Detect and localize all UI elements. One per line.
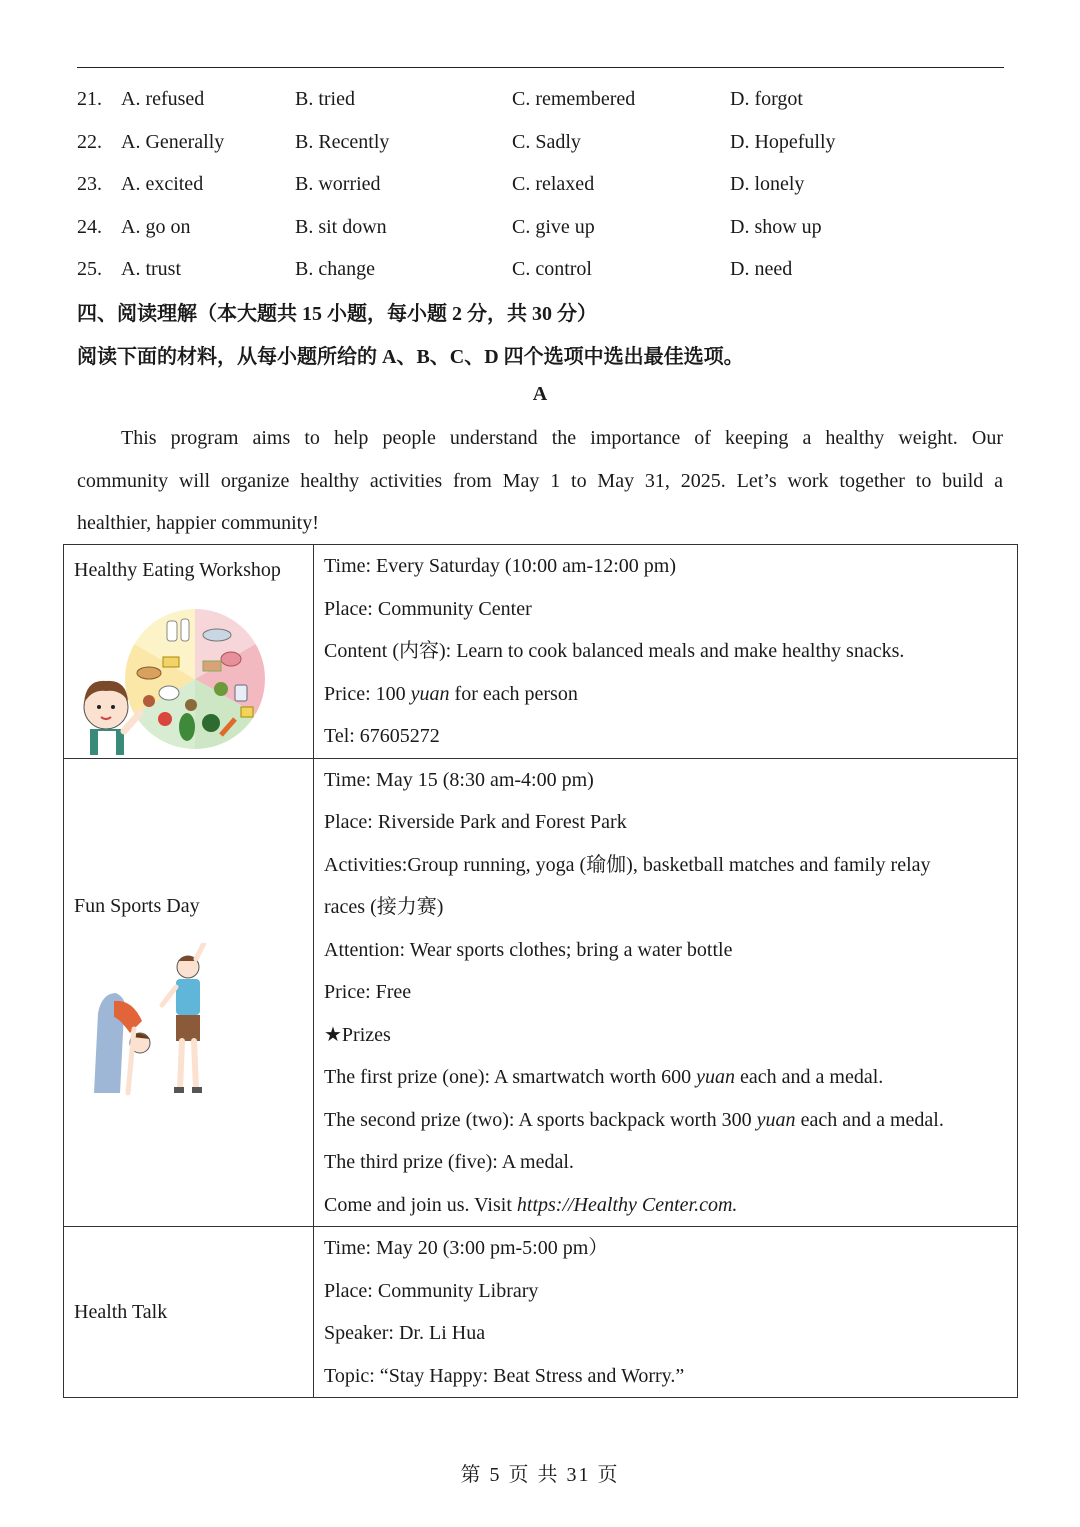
event-title-cell bbox=[64, 758, 314, 1227]
question-number: 25. bbox=[77, 258, 102, 280]
event-activities-continued: races (接力赛) bbox=[324, 896, 444, 918]
question-number: 22. bbox=[77, 130, 102, 153]
option-d: D. lonely bbox=[730, 173, 805, 195]
intro-line: This program aims to help people understand the importance of keeping a healthy weight. Our bbox=[121, 427, 1003, 449]
event-topic: Topic: “Stay Happy: Beat Stress and Worry.” bbox=[324, 1364, 685, 1387]
event-place: Place: Community Center bbox=[324, 597, 532, 620]
top-rule bbox=[77, 67, 1004, 68]
option-a: A. excited bbox=[121, 173, 204, 195]
event-details-cell bbox=[314, 1227, 1018, 1398]
visit-url: https://Healthy Center.com. bbox=[516, 1193, 738, 1216]
event-speaker: Speaker: Dr. Li Hua bbox=[324, 1322, 486, 1344]
option-c: C. Sadly bbox=[512, 130, 581, 153]
exercise-illustration bbox=[84, 943, 224, 1097]
option-row bbox=[77, 121, 1017, 164]
option-row bbox=[77, 248, 1017, 291]
page-footer: 第 5 页 共 31 页 bbox=[460, 1464, 620, 1486]
third-prize: The third prize (five): A medal. bbox=[324, 1151, 574, 1173]
event-content: Content (内容): Learn to cook balanced meals and make healthy snacks. bbox=[324, 640, 905, 662]
visit-text: Come and join us. Visit bbox=[324, 1193, 517, 1216]
intro-line: healthier, happier community! bbox=[77, 512, 319, 534]
event-title-cell bbox=[64, 545, 314, 759]
event-row bbox=[64, 545, 1018, 759]
event-place: Place: Community Library bbox=[324, 1279, 539, 1302]
event-title: Fun Sports Day bbox=[74, 894, 200, 917]
instruction: 阅读下面的材料，从每小题所给的 A、B、C、D 四个选项中选出最佳选项。 bbox=[77, 346, 744, 368]
question-number: 21. bbox=[77, 88, 102, 110]
prize-text: each and a medal. bbox=[795, 1108, 944, 1131]
question-number: 24. bbox=[77, 215, 102, 238]
prize-text: each and a medal. bbox=[735, 1066, 884, 1088]
option-d: D. need bbox=[730, 258, 793, 280]
event-time: Time: Every Saturday (10:00 am-12:00 pm) bbox=[324, 555, 676, 577]
option-b: B. worried bbox=[295, 173, 381, 195]
event-activities: Activities:Group running, yoga (瑜伽), basketball matches and family relay bbox=[324, 853, 931, 876]
option-a: A. refused bbox=[121, 88, 205, 110]
event-attention: Attention: Wear sports clothes; bring a water bottle bbox=[324, 938, 733, 961]
healthy-food-illustration bbox=[76, 605, 308, 755]
event-title: Health Talk bbox=[74, 1301, 168, 1323]
event-title: Healthy Eating Workshop bbox=[74, 559, 281, 581]
prize-text: The second prize (two): A sports backpack worth 300 bbox=[324, 1108, 757, 1131]
second-prize bbox=[324, 1099, 1017, 1142]
intro-line: community will organize healthy activities from May 1 to May 31, 2025. Let’s work together to build a bbox=[77, 469, 1003, 492]
event-title-cell bbox=[64, 1227, 314, 1398]
events-table bbox=[63, 544, 1018, 1398]
prize-text: The first prize (one): A smartwatch worth 600 bbox=[324, 1066, 697, 1088]
event-tel: Tel: 67605272 bbox=[324, 725, 440, 747]
option-d: D. show up bbox=[730, 215, 822, 238]
option-d: D. forgot bbox=[730, 88, 803, 110]
option-b: B. change bbox=[295, 258, 375, 280]
event-row bbox=[64, 758, 1018, 1227]
first-prize bbox=[324, 1056, 1017, 1099]
prizes-heading: ★Prizes bbox=[324, 1023, 391, 1046]
option-c: C. give up bbox=[512, 215, 595, 238]
prize-unit: yuan bbox=[696, 1066, 736, 1088]
event-price: Price: Free bbox=[324, 981, 412, 1003]
option-row bbox=[77, 206, 1017, 249]
option-a: A. Generally bbox=[121, 130, 225, 153]
option-a: A. trust bbox=[121, 258, 181, 280]
passage-label: A bbox=[532, 383, 548, 405]
price-prefix: Price: 100 bbox=[324, 682, 411, 705]
section-title: 四、阅读理解（本大题共 15 小题，每小题 2 分，共 30 分） bbox=[77, 303, 597, 325]
option-b: B. sit down bbox=[295, 215, 387, 238]
option-a: A. go on bbox=[121, 215, 191, 238]
event-place: Place: Riverside Park and Forest Park bbox=[324, 811, 627, 833]
event-details-cell bbox=[314, 758, 1018, 1227]
option-c: C. remembered bbox=[512, 88, 636, 110]
price-suffix: for each person bbox=[449, 682, 578, 705]
event-time: Time: May 20 (3:00 pm-5:00 pm） bbox=[324, 1237, 609, 1259]
prize-unit: yuan bbox=[756, 1108, 796, 1131]
event-row bbox=[64, 1227, 1018, 1398]
option-row bbox=[77, 163, 1017, 206]
intro-paragraph bbox=[77, 417, 1003, 545]
visit-line bbox=[324, 1184, 1017, 1227]
option-row bbox=[77, 78, 1017, 121]
answer-options bbox=[77, 78, 1017, 291]
question-number: 23. bbox=[77, 173, 102, 195]
option-c: C. relaxed bbox=[512, 173, 595, 195]
event-time: Time: May 15 (8:30 am-4:00 pm) bbox=[324, 768, 594, 791]
option-d: D. Hopefully bbox=[730, 130, 836, 153]
option-b: B. tried bbox=[295, 88, 355, 110]
option-c: C. control bbox=[512, 258, 592, 280]
event-price bbox=[324, 673, 1017, 716]
option-b: B. Recently bbox=[295, 130, 390, 153]
price-unit: yuan bbox=[410, 682, 450, 705]
event-details-cell bbox=[314, 545, 1018, 759]
